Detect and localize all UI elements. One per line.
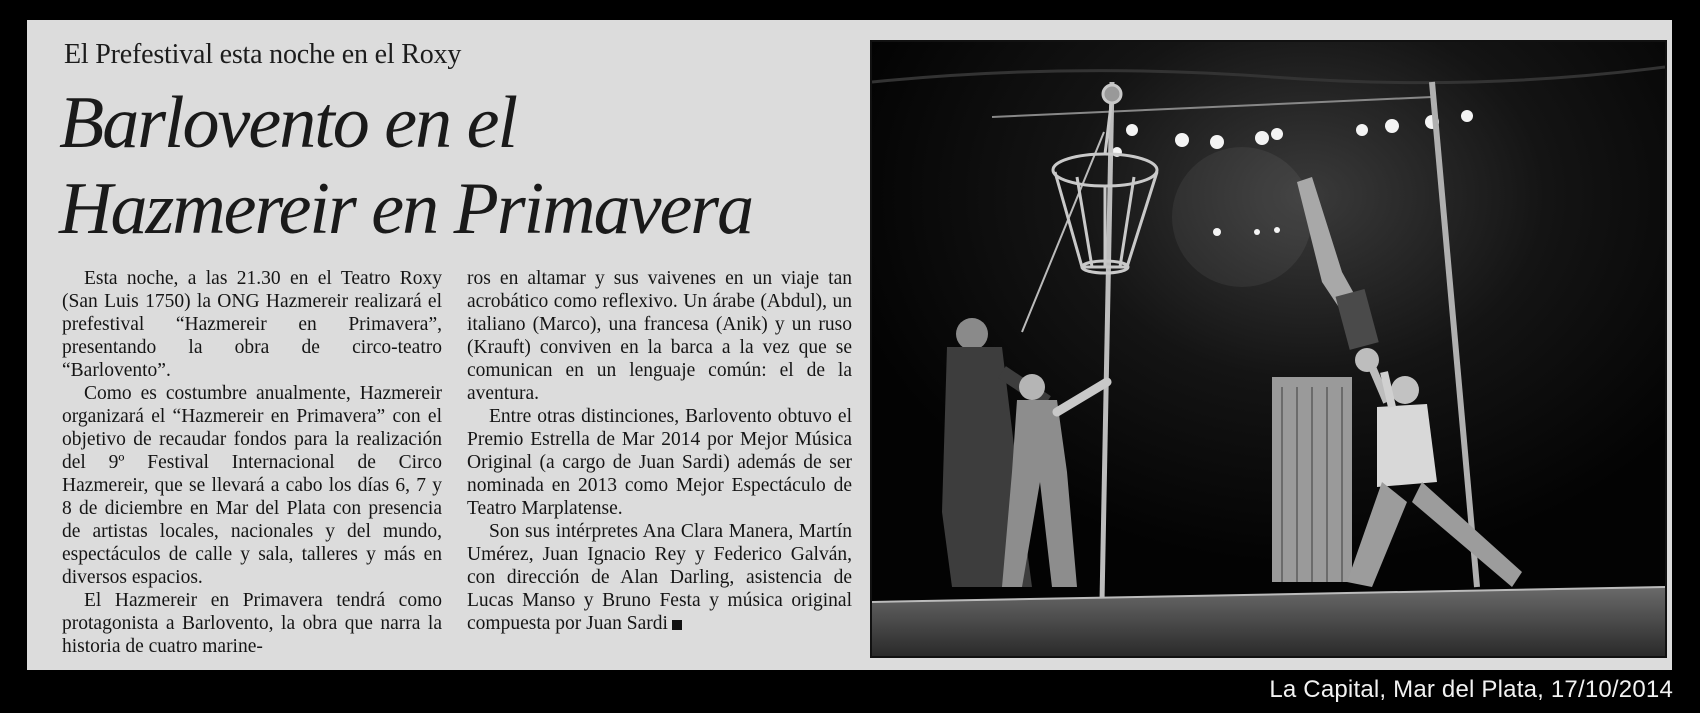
article-column-2 [467,267,852,635]
article-column-1 [62,267,442,658]
headline-line-2: Hazmereir en Primavera [59,168,753,250]
paragraph: Entre otras distinciones, Barlovento obtuvo el Premio Estrella de Mar 2014 por Mejor Música Original (a cargo de Juan Sardi) además de ser nominada en 2013 como Mejor Espectáculo de Teatro Marplatense. [467,406,852,519]
paragraph: Esta noche, a las 21.30 en el Teatro Roxy (San Luis 1750) la ONG Hazmereir realizará el prefestival “Hazmereir en Primavera”, presentando la obra de circo-teatro “Barlovento”. [62,268,442,381]
paragraph: El Hazmereir en Primavera tendrá como protagonista a Barlovento, la obra que narra la historia de cuatro marine- [62,590,442,657]
end-mark-icon [672,620,682,630]
stage-scene-illustration [872,42,1665,656]
article-headline [59,80,899,252]
source-caption: La Capital, Mar del Plata, 17/10/2014 [1269,676,1673,703]
paragraph: Como es costumbre anualmente, Hazmereir organizará el “Hazmereir en Primavera” con el objetivo de recaudar fondos para la realización del 9º Festival Internacional de Circo Hazmereir, que se llevará a cabo los días 6, 7 y 8 de diciembre en Mar del Plata con presencia de artistas locales, nacionales y del mundo, espectáculos de calle y sala, talleres y más en diversos espacios. [62,383,442,588]
performance-photo [870,40,1667,658]
paragraph: ros en altamar y sus vaivenes en un viaje tan acrobático como reflexivo. Un árabe (Abdul), un italiano (Marco), una francesa (Anik) y un ruso (Krauft) conviven en la barca a la vez que se comunican en un lenguaje común: el de la aventura. [467,268,852,404]
paragraph-text: Son sus intérpretes Ana Clara Manera, Martín Umérez, Juan Ignacio Rey y Federico Galván, con dirección de Alan Darling, asistencia de Lucas Manso y Bruno Festa y música original compuesta por Juan Sardi [467,521,852,634]
newspaper-clipping [27,20,1672,670]
paragraph [467,520,852,635]
headline-line-1: Barlovento en el [59,82,517,164]
article-kicker: El Prefestival esta noche en el Roxy [64,39,462,70]
